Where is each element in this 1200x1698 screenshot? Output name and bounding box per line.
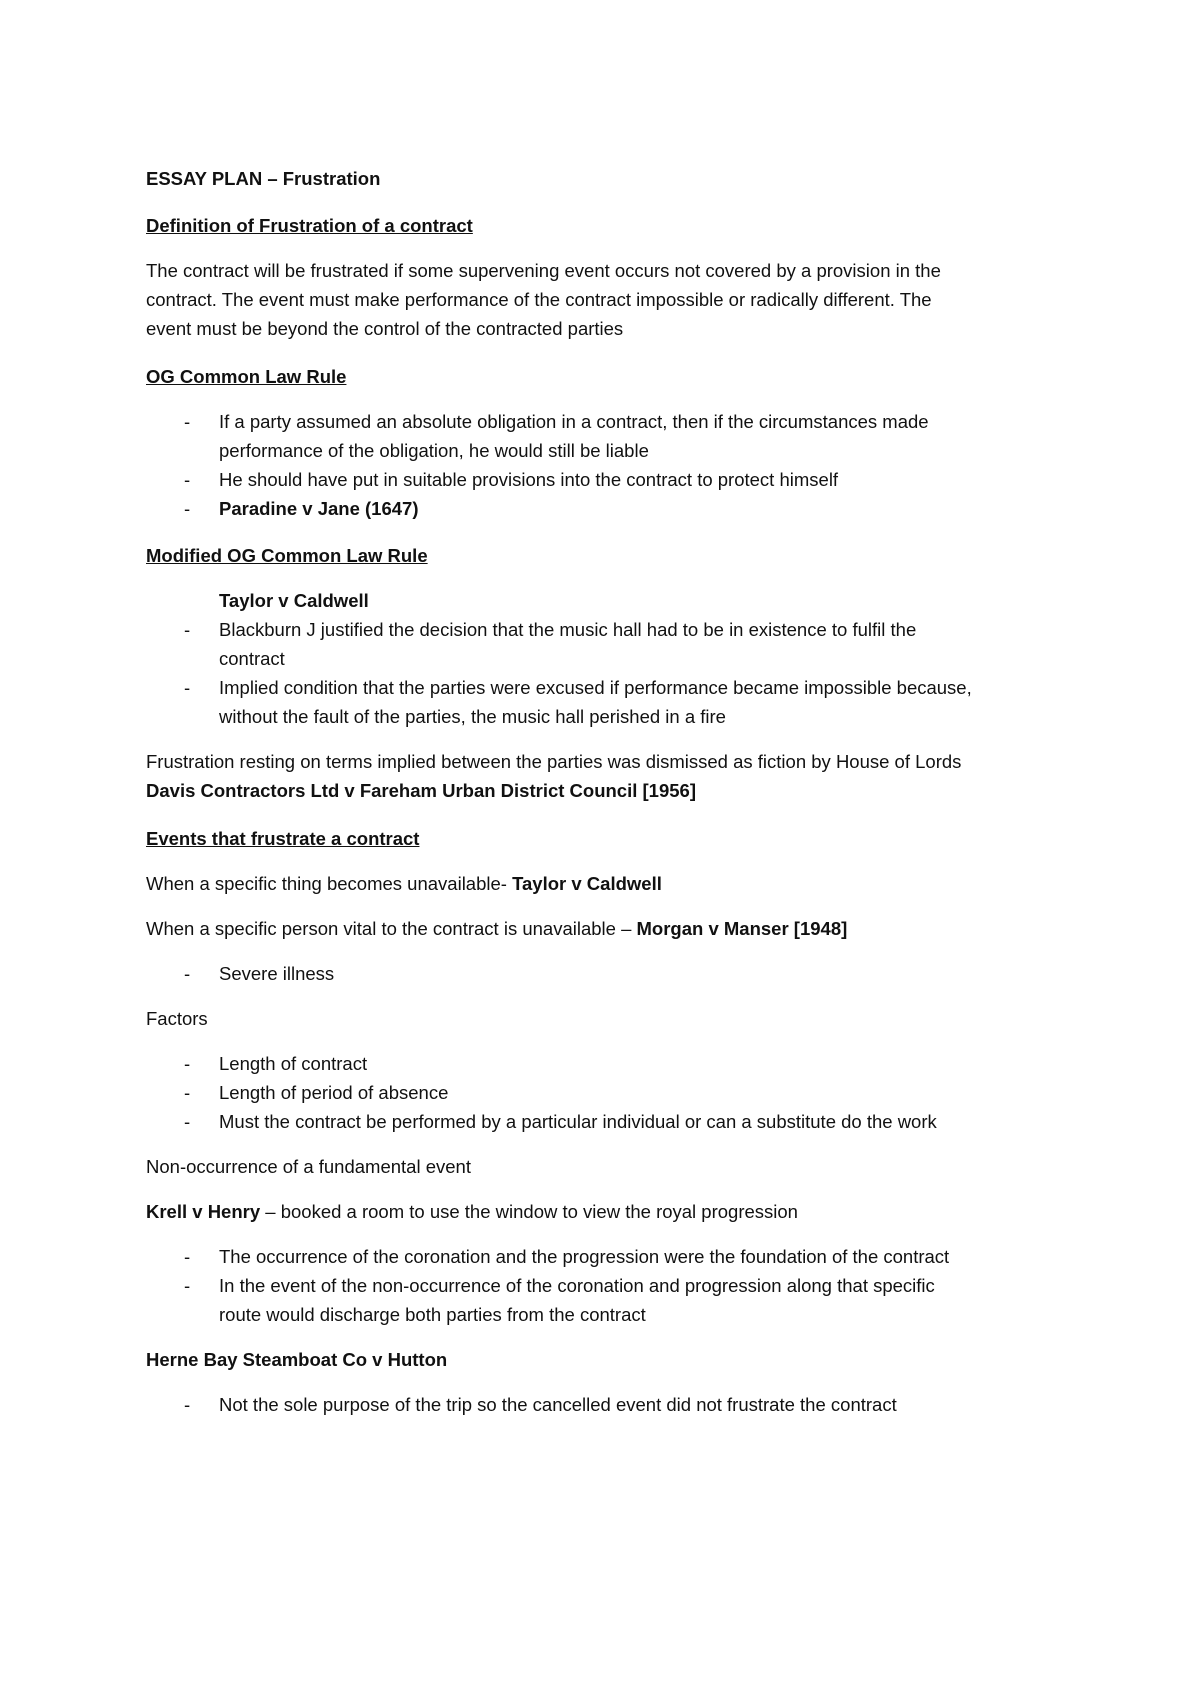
specific-thing-line <box>146 869 1076 898</box>
list-item-line: In the event of the non-occurrence of the coronation and progression along that specific <box>219 1274 935 1296</box>
og-rule-list <box>146 407 1076 523</box>
list-item-line: Must the contract be performed by a particular individual or can a substitute do the work <box>219 1110 937 1132</box>
list-item <box>146 1390 1076 1419</box>
dismissed-paragraph <box>146 747 1076 805</box>
paragraph-text: – booked a room to use the window to view the royal progression <box>260 1200 798 1222</box>
list-item-line: performance of the obligation, he would still be liable <box>219 439 649 461</box>
dash-marker: - <box>184 1052 191 1074</box>
dash-marker: - <box>184 410 191 432</box>
paragraph-line: The contract will be frustrated if some supervening event occurs not covered by a provision in the <box>146 260 941 281</box>
dash-marker: - <box>184 962 191 984</box>
list-item-line: Length of contract <box>219 1052 368 1074</box>
dash-marker: - <box>184 1393 191 1415</box>
factors-list <box>146 1049 1076 1136</box>
list-item <box>146 407 1076 465</box>
dash-marker: - <box>184 468 191 490</box>
document-page <box>146 145 1076 1435</box>
paragraph-text: When a specific thing becomes unavailable- <box>146 872 513 894</box>
list-item-line: without the fault of the parties, the music hall perished in a fire <box>219 706 726 727</box>
paragraph-line: Frustration resting on terms implied between the parties was dismissed as fiction by House of Lords <box>146 751 962 772</box>
list-item <box>146 465 1076 494</box>
section-heading-events: Events that frustrate a contract <box>146 827 420 849</box>
list-item-line: Not the sole purpose of the trip so the cancelled event did not frustrate the contract <box>219 1393 897 1415</box>
case-citation: Krell v Henry <box>146 1200 261 1222</box>
list-item-line: Blackburn J justified the decision that the music hall had to be in existence to fulfil the <box>219 619 917 640</box>
list-item <box>146 1271 1076 1329</box>
case-citation: Taylor v Caldwell <box>219 590 369 611</box>
page-title: ESSAY PLAN – Frustration <box>146 167 381 189</box>
dash-marker: - <box>184 497 191 519</box>
list-item <box>146 1107 1076 1136</box>
dash-marker: - <box>184 1081 191 1103</box>
factors-label: Factors <box>146 1007 208 1029</box>
dash-marker: - <box>184 619 191 640</box>
list-item-line: route would discharge both parties from the contract <box>219 1303 646 1325</box>
list-item <box>146 959 1076 988</box>
list-item-line: Length of period of absence <box>219 1081 449 1103</box>
case-citation: Paradine v Jane (1647) <box>219 497 419 519</box>
herne-list <box>146 1390 1076 1419</box>
person-list <box>146 959 1076 988</box>
specific-person-line <box>146 914 1076 943</box>
paragraph-line: event must be beyond the control of the contracted parties <box>146 318 624 339</box>
list-item <box>146 1078 1076 1107</box>
section-heading-modified-rule: Modified OG Common Law Rule <box>146 545 428 566</box>
definition-paragraph <box>146 256 1076 343</box>
dash-marker: - <box>184 1245 191 1267</box>
modified-rule-list <box>146 615 1076 731</box>
dash-marker: - <box>184 1274 191 1296</box>
paragraph-text: When a specific person vital to the contract is unavailable – <box>146 917 637 939</box>
list-item-line: Implied condition that the parties were excused if performance became impossible because, <box>219 677 972 698</box>
dash-marker: - <box>184 677 191 698</box>
list-item <box>146 673 1076 731</box>
nonoccurrence-label: Non-occurrence of a fundamental event <box>146 1155 471 1177</box>
list-item <box>146 615 1076 673</box>
list-item-line: contract <box>219 648 285 669</box>
list-item-line: Severe illness <box>219 962 335 984</box>
case-citation: Davis Contractors Ltd v Fareham Urban District Council [1956] <box>146 780 696 801</box>
list-item-line: He should have put in suitable provisions into the contract to protect himself <box>219 468 839 490</box>
dash-marker: - <box>184 1110 191 1132</box>
case-citation: Herne Bay Steamboat Co v Hutton <box>146 1348 448 1370</box>
paragraph-line: contract. The event must make performance of the contract impossible or radically different. The <box>146 289 932 310</box>
list-item-line: If a party assumed an absolute obligation in a contract, then if the circumstances made <box>219 410 929 432</box>
case-citation: Taylor v Caldwell <box>512 872 662 894</box>
section-heading-og-rule: OG Common Law Rule <box>146 365 347 387</box>
list-item <box>146 494 1076 523</box>
list-item-line: The occurrence of the coronation and the progression were the foundation of the contract <box>219 1245 950 1267</box>
list-item <box>146 1242 1076 1271</box>
section-heading-definition: Definition of Frustration of a contract <box>146 215 473 236</box>
list-item <box>146 1049 1076 1078</box>
krell-list <box>146 1242 1076 1329</box>
case-citation: Morgan v Manser [1948] <box>636 917 848 939</box>
krell-line <box>146 1197 1076 1226</box>
